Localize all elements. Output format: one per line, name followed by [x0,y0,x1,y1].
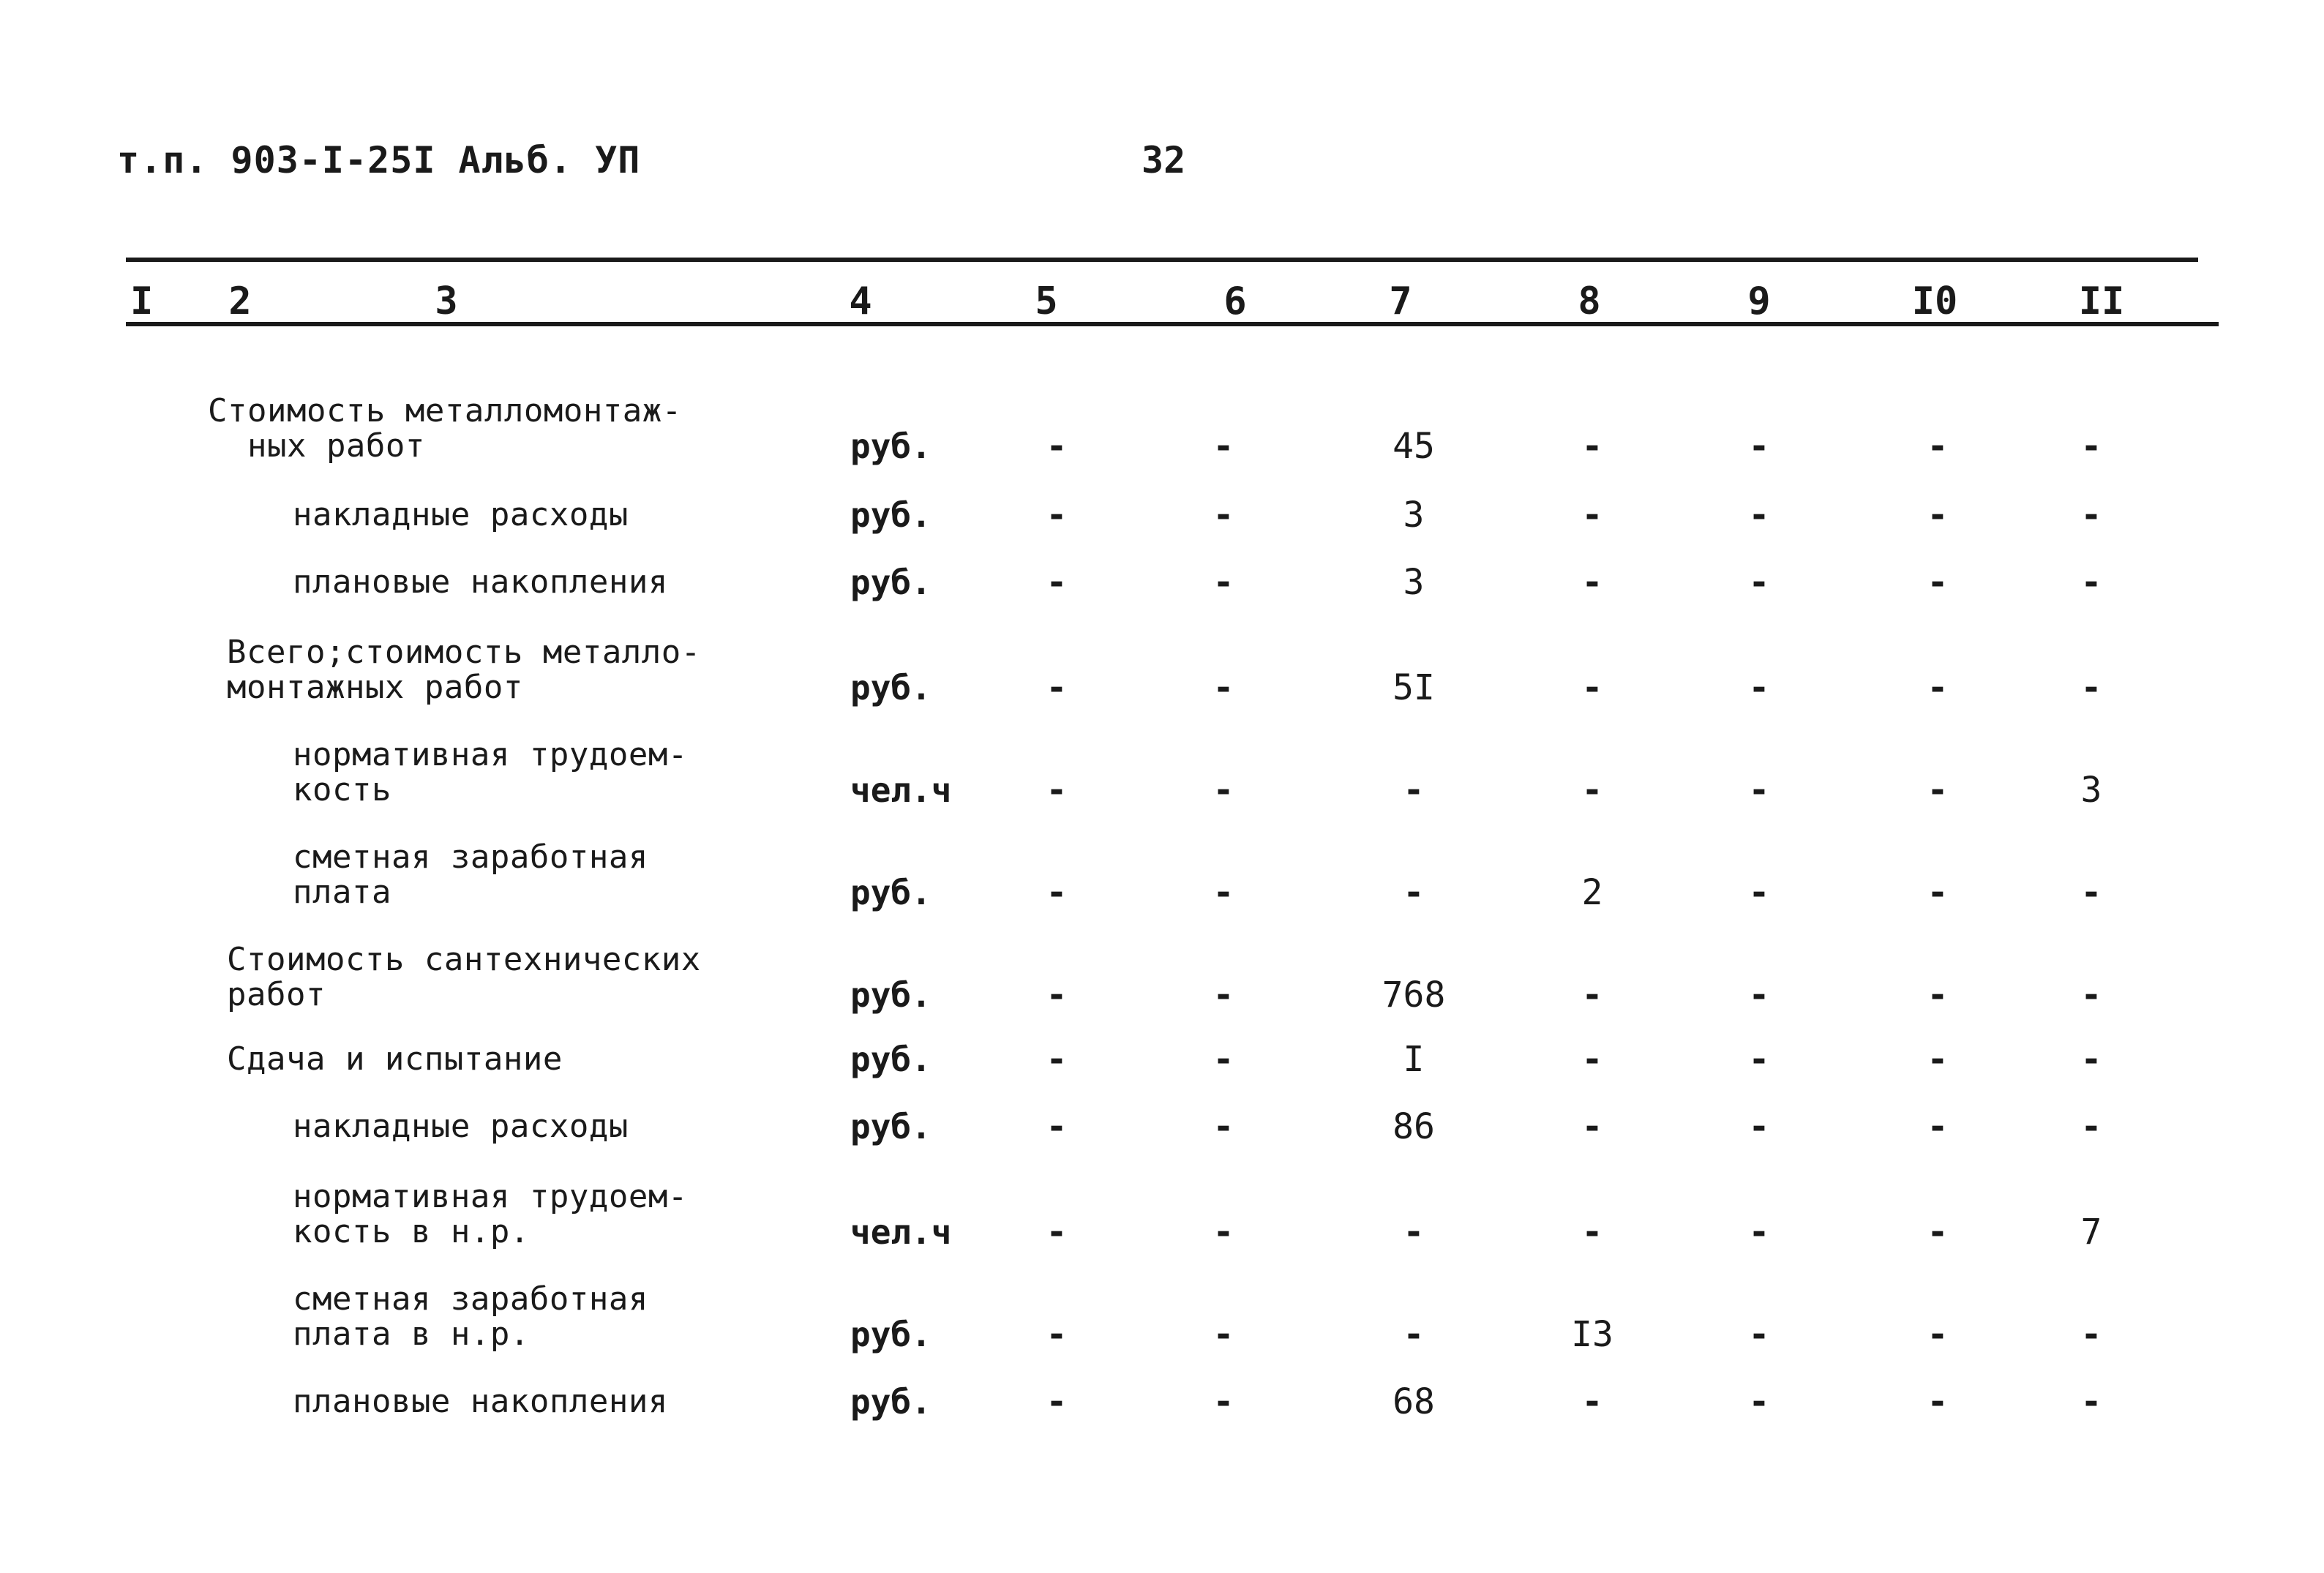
row-value-col-6: - [1212,1106,1234,1147]
column-number-7: 7 [1389,279,1412,323]
row-value-col-10: - [1927,1106,1949,1147]
row-value-col-7: 5I [1392,667,1435,708]
row-unit: чел.ч [850,1212,952,1252]
row-value-col-11: - [2080,1381,2102,1422]
row-value-col-5: - [1046,1381,1068,1422]
row-value-col-8: - [1581,495,1603,536]
row-unit: руб. [850,1040,932,1079]
row-value-col-5: - [1046,1106,1068,1147]
row-value-col-9: - [1748,1039,1770,1080]
row-value-col-6: - [1212,1314,1234,1355]
row-unit: руб. [850,975,932,1015]
row-value-col-10: - [1927,495,1949,536]
row-value-col-7: 68 [1392,1381,1435,1422]
row-value-col-10: - [1927,975,1949,1015]
page-number: 32 [1142,139,1186,181]
row-value-col-7: 3 [1403,562,1425,603]
row-value-col-11: - [2080,426,2102,467]
row-description: нормативная трудоем- кость [293,736,688,808]
row-description: Сдача и испытание [227,1040,563,1078]
row-value-col-10: - [1927,1381,1949,1422]
row-value-col-10: - [1927,872,1949,913]
row-value-col-10: - [1927,1212,1949,1253]
row-value-col-6: - [1212,562,1234,603]
row-value-col-10: - [1927,667,1949,708]
row-value-col-5: - [1046,975,1068,1015]
row-value-col-9: - [1748,1314,1770,1355]
column-number-1: I [130,279,154,323]
row-value-col-11: - [2080,872,2102,913]
row-value-col-7: 768 [1382,975,1446,1015]
row-value-col-10: - [1927,770,1949,811]
column-number-9: 9 [1747,279,1771,323]
row-value-col-6: - [1212,426,1234,467]
row-value-col-5: - [1046,667,1068,708]
row-value-col-6: - [1212,667,1234,708]
row-value-col-8: - [1581,667,1603,708]
column-number-2: 2 [228,279,252,323]
row-description: накладные расходы [293,496,629,533]
row-value-col-6: - [1212,1212,1234,1253]
row-value-col-11: - [2080,1039,2102,1080]
row-value-col-8: - [1581,426,1603,467]
row-value-col-6: - [1212,770,1234,811]
row-value-col-7: 86 [1392,1106,1435,1147]
row-value-col-8: - [1581,975,1603,1015]
row-description: Стоимость металломонтаж- ных работ [208,392,682,465]
row-value-col-9: - [1748,426,1770,467]
row-description: Всего;стоимость металло- монтажных работ [227,634,701,706]
row-unit: руб. [850,873,932,912]
row-description: плановые накопления [293,563,668,601]
row-value-col-9: - [1748,495,1770,536]
row-description: плановые накопления [293,1383,668,1420]
row-value-col-6: - [1212,1039,1234,1080]
row-value-col-10: - [1927,1314,1949,1355]
row-value-col-11: - [2080,667,2102,708]
row-value-col-6: - [1212,975,1234,1015]
row-value-col-10: - [1927,426,1949,467]
row-value-col-5: - [1046,495,1068,536]
row-value-col-5: - [1046,1314,1068,1355]
row-value-col-7: 45 [1392,426,1435,467]
row-value-col-7: - [1403,770,1425,811]
row-value-col-7: - [1403,1314,1425,1355]
row-value-col-9: - [1748,1212,1770,1253]
row-value-col-11: - [2080,1106,2102,1147]
row-value-col-11: - [2080,495,2102,536]
header-rule-top [126,258,2198,262]
column-number-5: 5 [1035,279,1058,323]
row-value-col-5: - [1046,426,1068,467]
row-value-col-7: I [1403,1039,1425,1080]
row-unit: руб. [850,563,932,602]
row-value-col-9: - [1748,562,1770,603]
row-unit: руб. [850,1315,932,1354]
row-description: накладные расходы [293,1108,629,1145]
column-number-4: 4 [849,279,872,323]
row-value-col-7: - [1403,872,1425,913]
row-value-col-11: 7 [2080,1212,2102,1253]
row-value-col-8: - [1581,1039,1603,1080]
row-description: нормативная трудоем- кость в н.р. [293,1178,688,1250]
row-value-col-9: - [1748,770,1770,811]
row-unit: руб. [850,1107,932,1146]
row-value-col-6: - [1212,495,1234,536]
row-value-col-9: - [1748,667,1770,708]
column-number-6: 6 [1223,279,1247,323]
row-description: Стоимость сантехнических работ [227,941,701,1013]
column-number-8: 8 [1578,279,1601,323]
row-value-col-8: - [1581,562,1603,603]
row-value-col-11: 3 [2080,770,2102,811]
document-reference: т.п. 903-I-25I Альб. УП [117,139,641,181]
row-value-col-9: - [1748,1381,1770,1422]
row-value-col-5: - [1046,770,1068,811]
row-value-col-9: - [1748,1106,1770,1147]
row-unit: руб. [850,495,932,535]
row-value-col-8: - [1581,1381,1603,1422]
row-value-col-5: - [1046,562,1068,603]
row-value-col-8: - [1581,1106,1603,1147]
row-value-col-8: - [1581,1212,1603,1253]
row-value-col-5: - [1046,1039,1068,1080]
row-unit: чел.ч [850,770,952,810]
row-value-col-5: - [1046,1212,1068,1253]
row-value-col-7: 3 [1403,495,1425,536]
row-value-col-11: - [2080,562,2102,603]
row-description: сметная заработная плата [293,838,648,911]
row-unit: руб. [850,1382,932,1422]
row-value-col-11: - [2080,1314,2102,1355]
row-value-col-8: - [1581,770,1603,811]
column-number-10: I0 [1911,279,1958,323]
row-unit: руб. [850,427,932,466]
row-value-col-11: - [2080,975,2102,1015]
row-value-col-5: - [1046,872,1068,913]
row-value-col-10: - [1927,1039,1949,1080]
row-unit: руб. [850,668,932,707]
column-number-3: 3 [435,279,458,323]
row-value-col-8: I3 [1571,1314,1613,1355]
column-number-11: II [2078,279,2125,323]
row-value-col-8: 2 [1581,872,1603,913]
row-value-col-9: - [1748,872,1770,913]
row-value-col-6: - [1212,872,1234,913]
row-description: сметная заработная плата в н.р. [293,1280,648,1353]
row-value-col-9: - [1748,975,1770,1015]
row-value-col-6: - [1212,1381,1234,1422]
row-value-col-7: - [1403,1212,1425,1253]
row-value-col-10: - [1927,562,1949,603]
